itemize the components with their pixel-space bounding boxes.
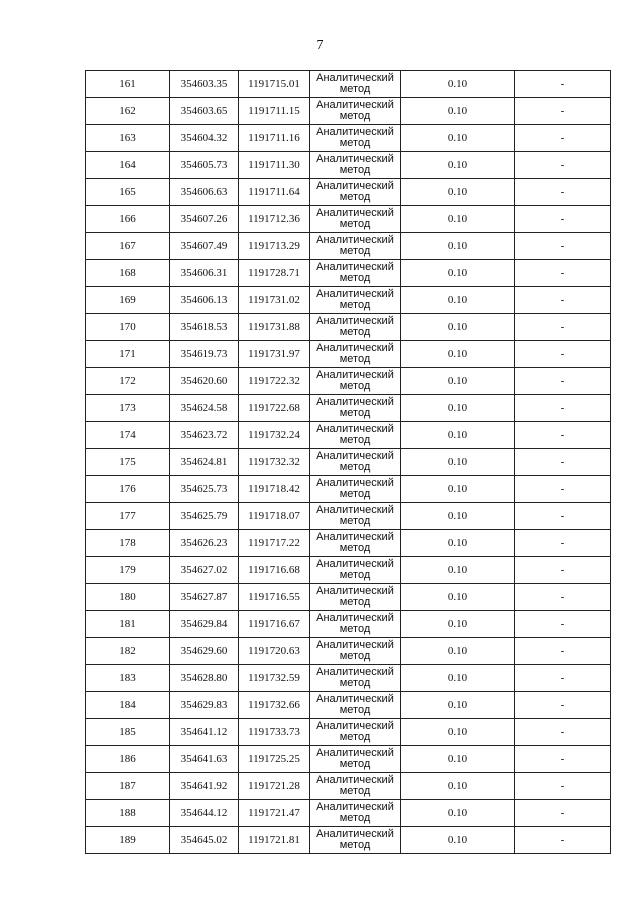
method-label-line2: метод bbox=[339, 812, 371, 824]
x-coordinate-cell: 354618.53 bbox=[170, 314, 239, 341]
method-label-line1: Аналитический bbox=[316, 369, 394, 381]
method-label-line1: Аналитический bbox=[316, 585, 394, 597]
precision-cell: 0.10 bbox=[401, 287, 515, 314]
note-cell: - bbox=[515, 557, 611, 584]
point-number-cell: 167 bbox=[86, 233, 170, 260]
x-coordinate-cell: 354627.87 bbox=[170, 584, 239, 611]
precision-cell: 0.10 bbox=[401, 233, 515, 260]
method-cell bbox=[310, 719, 401, 746]
x-coordinate-cell: 354641.12 bbox=[170, 719, 239, 746]
y-coordinate-cell: 1191731.88 bbox=[239, 314, 310, 341]
point-number-cell: 182 bbox=[86, 638, 170, 665]
method-label-line1: Аналитический bbox=[316, 747, 394, 759]
x-coordinate-cell: 354626.23 bbox=[170, 530, 239, 557]
table-row bbox=[86, 584, 611, 611]
method-cell bbox=[310, 125, 401, 152]
table-row bbox=[86, 368, 611, 395]
x-coordinate-cell: 354620.60 bbox=[170, 368, 239, 395]
point-number-cell: 183 bbox=[86, 665, 170, 692]
method-cell bbox=[310, 827, 401, 854]
x-coordinate-cell: 354629.84 bbox=[170, 611, 239, 638]
method-cell bbox=[310, 422, 401, 449]
method-label-line2: метод bbox=[339, 758, 371, 770]
y-coordinate-cell: 1191711.15 bbox=[239, 98, 310, 125]
method-label-line2: метод bbox=[339, 677, 371, 689]
point-number-cell: 177 bbox=[86, 503, 170, 530]
table-row bbox=[86, 692, 611, 719]
method-cell bbox=[310, 557, 401, 584]
method-label-line2: метод bbox=[339, 83, 371, 95]
y-coordinate-cell: 1191731.02 bbox=[239, 287, 310, 314]
method-label-line1: Аналитический bbox=[316, 99, 394, 111]
method-cell bbox=[310, 98, 401, 125]
y-coordinate-cell: 1191711.64 bbox=[239, 179, 310, 206]
method-label-line2: метод bbox=[339, 785, 371, 797]
x-coordinate-cell: 354606.31 bbox=[170, 260, 239, 287]
precision-cell: 0.10 bbox=[401, 827, 515, 854]
method-label-line2: метод bbox=[339, 326, 371, 338]
point-number-cell: 187 bbox=[86, 773, 170, 800]
precision-cell: 0.10 bbox=[401, 557, 515, 584]
x-coordinate-cell: 354625.79 bbox=[170, 503, 239, 530]
point-number-cell: 174 bbox=[86, 422, 170, 449]
table-row bbox=[86, 638, 611, 665]
method-label-line1: Аналитический bbox=[316, 558, 394, 570]
x-coordinate-cell: 354606.63 bbox=[170, 179, 239, 206]
point-number-cell: 161 bbox=[86, 71, 170, 98]
note-cell: - bbox=[515, 692, 611, 719]
table-row bbox=[86, 125, 611, 152]
table-row bbox=[86, 206, 611, 233]
point-number-cell: 186 bbox=[86, 746, 170, 773]
point-number-cell: 173 bbox=[86, 395, 170, 422]
method-cell bbox=[310, 206, 401, 233]
method-label-line2: метод bbox=[339, 191, 371, 203]
method-cell bbox=[310, 449, 401, 476]
x-coordinate-cell: 354641.63 bbox=[170, 746, 239, 773]
table-row bbox=[86, 341, 611, 368]
y-coordinate-cell: 1191721.47 bbox=[239, 800, 310, 827]
precision-cell: 0.10 bbox=[401, 179, 515, 206]
precision-cell: 0.10 bbox=[401, 260, 515, 287]
table-row bbox=[86, 233, 611, 260]
table-row bbox=[86, 557, 611, 584]
y-coordinate-cell: 1191716.67 bbox=[239, 611, 310, 638]
note-cell: - bbox=[515, 341, 611, 368]
method-cell bbox=[310, 287, 401, 314]
note-cell: - bbox=[515, 368, 611, 395]
y-coordinate-cell: 1191732.24 bbox=[239, 422, 310, 449]
method-label-line1: Аналитический bbox=[316, 531, 394, 543]
method-label-line1: Аналитический bbox=[316, 504, 394, 516]
table-row bbox=[86, 827, 611, 854]
precision-cell: 0.10 bbox=[401, 98, 515, 125]
x-coordinate-cell: 354607.49 bbox=[170, 233, 239, 260]
note-cell: - bbox=[515, 287, 611, 314]
method-cell bbox=[310, 773, 401, 800]
method-cell bbox=[310, 800, 401, 827]
method-label-line2: метод bbox=[339, 272, 371, 284]
point-number-cell: 172 bbox=[86, 368, 170, 395]
method-label-line2: метод bbox=[339, 218, 371, 230]
x-coordinate-cell: 354607.26 bbox=[170, 206, 239, 233]
table-row bbox=[86, 71, 611, 98]
point-number-cell: 185 bbox=[86, 719, 170, 746]
method-label-line2: метод bbox=[339, 110, 371, 122]
method-label-line2: метод bbox=[339, 569, 371, 581]
method-label-line2: метод bbox=[339, 164, 371, 176]
point-number-cell: 189 bbox=[86, 827, 170, 854]
method-label-line2: метод bbox=[339, 407, 371, 419]
y-coordinate-cell: 1191716.68 bbox=[239, 557, 310, 584]
method-label-line1: Аналитический bbox=[316, 288, 394, 300]
method-label-line1: Аналитический bbox=[316, 828, 394, 840]
precision-cell: 0.10 bbox=[401, 449, 515, 476]
note-cell: - bbox=[515, 125, 611, 152]
x-coordinate-cell: 354623.72 bbox=[170, 422, 239, 449]
y-coordinate-cell: 1191713.29 bbox=[239, 233, 310, 260]
method-label-line1: Аналитический bbox=[316, 666, 394, 678]
table-row bbox=[86, 476, 611, 503]
table-row bbox=[86, 530, 611, 557]
x-coordinate-cell: 354624.58 bbox=[170, 395, 239, 422]
note-cell: - bbox=[515, 71, 611, 98]
precision-cell: 0.10 bbox=[401, 773, 515, 800]
y-coordinate-cell: 1191717.22 bbox=[239, 530, 310, 557]
precision-cell: 0.10 bbox=[401, 422, 515, 449]
y-coordinate-cell: 1191721.28 bbox=[239, 773, 310, 800]
point-number-cell: 171 bbox=[86, 341, 170, 368]
page-number: 7 bbox=[316, 38, 324, 53]
method-cell bbox=[310, 314, 401, 341]
x-coordinate-cell: 354604.32 bbox=[170, 125, 239, 152]
method-cell bbox=[310, 368, 401, 395]
y-coordinate-cell: 1191722.68 bbox=[239, 395, 310, 422]
method-label-line2: метод bbox=[339, 623, 371, 635]
method-cell bbox=[310, 233, 401, 260]
point-number-cell: 188 bbox=[86, 800, 170, 827]
table-row bbox=[86, 422, 611, 449]
x-coordinate-cell: 354645.02 bbox=[170, 827, 239, 854]
point-number-cell: 184 bbox=[86, 692, 170, 719]
method-label-line2: метод bbox=[339, 137, 371, 149]
point-number-cell: 179 bbox=[86, 557, 170, 584]
table-row bbox=[86, 449, 611, 476]
point-number-cell: 163 bbox=[86, 125, 170, 152]
note-cell: - bbox=[515, 638, 611, 665]
precision-cell: 0.10 bbox=[401, 152, 515, 179]
point-number-cell: 162 bbox=[86, 98, 170, 125]
method-label-line1: Аналитический bbox=[316, 342, 394, 354]
x-coordinate-cell: 354641.92 bbox=[170, 773, 239, 800]
point-number-cell: 169 bbox=[86, 287, 170, 314]
note-cell: - bbox=[515, 206, 611, 233]
note-cell: - bbox=[515, 98, 611, 125]
x-coordinate-cell: 354628.80 bbox=[170, 665, 239, 692]
x-coordinate-cell: 354619.73 bbox=[170, 341, 239, 368]
note-cell: - bbox=[515, 719, 611, 746]
method-cell bbox=[310, 584, 401, 611]
method-cell bbox=[310, 395, 401, 422]
precision-cell: 0.10 bbox=[401, 71, 515, 98]
y-coordinate-cell: 1191718.07 bbox=[239, 503, 310, 530]
method-label-line1: Аналитический bbox=[316, 450, 394, 462]
table-row bbox=[86, 773, 611, 800]
precision-cell: 0.10 bbox=[401, 206, 515, 233]
method-label-line1: Аналитический bbox=[316, 477, 394, 489]
point-number-cell: 180 bbox=[86, 584, 170, 611]
table-row bbox=[86, 800, 611, 827]
point-number-cell: 170 bbox=[86, 314, 170, 341]
table-row bbox=[86, 395, 611, 422]
method-label-line2: метод bbox=[339, 704, 371, 716]
method-cell bbox=[310, 692, 401, 719]
method-cell bbox=[310, 152, 401, 179]
y-coordinate-cell: 1191712.36 bbox=[239, 206, 310, 233]
note-cell: - bbox=[515, 152, 611, 179]
method-label-line1: Аналитический bbox=[316, 774, 394, 786]
x-coordinate-cell: 354603.35 bbox=[170, 71, 239, 98]
y-coordinate-cell: 1191715.01 bbox=[239, 71, 310, 98]
method-label-line1: Аналитический bbox=[316, 396, 394, 408]
precision-cell: 0.10 bbox=[401, 746, 515, 773]
method-cell bbox=[310, 665, 401, 692]
method-cell bbox=[310, 260, 401, 287]
precision-cell: 0.10 bbox=[401, 125, 515, 152]
note-cell: - bbox=[515, 260, 611, 287]
method-cell bbox=[310, 179, 401, 206]
method-label-line2: метод bbox=[339, 299, 371, 311]
table-row bbox=[86, 665, 611, 692]
note-cell: - bbox=[515, 584, 611, 611]
y-coordinate-cell: 1191720.63 bbox=[239, 638, 310, 665]
precision-cell: 0.10 bbox=[401, 719, 515, 746]
precision-cell: 0.10 bbox=[401, 395, 515, 422]
method-label-line2: метод bbox=[339, 434, 371, 446]
x-coordinate-cell: 354606.13 bbox=[170, 287, 239, 314]
table-row bbox=[86, 260, 611, 287]
note-cell: - bbox=[515, 530, 611, 557]
y-coordinate-cell: 1191711.30 bbox=[239, 152, 310, 179]
note-cell: - bbox=[515, 233, 611, 260]
method-label-line1: Аналитический bbox=[316, 693, 394, 705]
x-coordinate-cell: 354627.02 bbox=[170, 557, 239, 584]
method-label-line1: Аналитический bbox=[316, 720, 394, 732]
point-number-cell: 181 bbox=[86, 611, 170, 638]
note-cell: - bbox=[515, 422, 611, 449]
method-label-line1: Аналитический bbox=[316, 153, 394, 165]
precision-cell: 0.10 bbox=[401, 368, 515, 395]
method-label-line1: Аналитический bbox=[316, 207, 394, 219]
note-cell: - bbox=[515, 314, 611, 341]
y-coordinate-cell: 1191732.32 bbox=[239, 449, 310, 476]
precision-cell: 0.10 bbox=[401, 314, 515, 341]
method-label-line2: метод bbox=[339, 731, 371, 743]
method-label-line1: Аналитический bbox=[316, 639, 394, 651]
method-label-line1: Аналитический bbox=[316, 180, 394, 192]
x-coordinate-cell: 354625.73 bbox=[170, 476, 239, 503]
y-coordinate-cell: 1191731.97 bbox=[239, 341, 310, 368]
method-label-line2: метод bbox=[339, 461, 371, 473]
y-coordinate-cell: 1191732.66 bbox=[239, 692, 310, 719]
y-coordinate-cell: 1191722.32 bbox=[239, 368, 310, 395]
precision-cell: 0.10 bbox=[401, 341, 515, 368]
x-coordinate-cell: 354603.65 bbox=[170, 98, 239, 125]
note-cell: - bbox=[515, 773, 611, 800]
method-label-line1: Аналитический bbox=[316, 612, 394, 624]
note-cell: - bbox=[515, 395, 611, 422]
table-row bbox=[86, 746, 611, 773]
y-coordinate-cell: 1191716.55 bbox=[239, 584, 310, 611]
method-cell bbox=[310, 638, 401, 665]
table-row bbox=[86, 611, 611, 638]
y-coordinate-cell: 1191728.71 bbox=[239, 260, 310, 287]
coordinates-table-body bbox=[86, 71, 611, 854]
note-cell: - bbox=[515, 449, 611, 476]
method-label-line1: Аналитический bbox=[316, 261, 394, 273]
x-coordinate-cell: 354629.60 bbox=[170, 638, 239, 665]
method-cell bbox=[310, 341, 401, 368]
point-number-cell: 168 bbox=[86, 260, 170, 287]
precision-cell: 0.10 bbox=[401, 800, 515, 827]
table-row bbox=[86, 503, 611, 530]
precision-cell: 0.10 bbox=[401, 476, 515, 503]
method-label-line2: метод bbox=[339, 542, 371, 554]
precision-cell: 0.10 bbox=[401, 638, 515, 665]
point-number-cell: 166 bbox=[86, 206, 170, 233]
note-cell: - bbox=[515, 611, 611, 638]
method-cell bbox=[310, 746, 401, 773]
note-cell: - bbox=[515, 179, 611, 206]
note-cell: - bbox=[515, 827, 611, 854]
method-label-line2: метод bbox=[339, 515, 371, 527]
y-coordinate-cell: 1191732.59 bbox=[239, 665, 310, 692]
y-coordinate-cell: 1191721.81 bbox=[239, 827, 310, 854]
y-coordinate-cell: 1191711.16 bbox=[239, 125, 310, 152]
table-row bbox=[86, 314, 611, 341]
x-coordinate-cell: 354624.81 bbox=[170, 449, 239, 476]
note-cell: - bbox=[515, 503, 611, 530]
method-label-line1: Аналитический bbox=[316, 234, 394, 246]
precision-cell: 0.10 bbox=[401, 584, 515, 611]
x-coordinate-cell: 354605.73 bbox=[170, 152, 239, 179]
method-cell bbox=[310, 503, 401, 530]
method-cell bbox=[310, 476, 401, 503]
precision-cell: 0.10 bbox=[401, 692, 515, 719]
method-label-line1: Аналитический bbox=[316, 72, 394, 84]
point-number-cell: 164 bbox=[86, 152, 170, 179]
y-coordinate-cell: 1191718.42 bbox=[239, 476, 310, 503]
method-label-line2: метод bbox=[339, 650, 371, 662]
note-cell: - bbox=[515, 665, 611, 692]
coordinates-table bbox=[85, 70, 611, 854]
method-label-line2: метод bbox=[339, 839, 371, 851]
point-number-cell: 178 bbox=[86, 530, 170, 557]
method-label-line1: Аналитический bbox=[316, 801, 394, 813]
note-cell: - bbox=[515, 476, 611, 503]
precision-cell: 0.10 bbox=[401, 530, 515, 557]
table-row bbox=[86, 152, 611, 179]
method-cell bbox=[310, 71, 401, 98]
table-row bbox=[86, 98, 611, 125]
x-coordinate-cell: 354644.12 bbox=[170, 800, 239, 827]
precision-cell: 0.10 bbox=[401, 665, 515, 692]
precision-cell: 0.10 bbox=[401, 611, 515, 638]
point-number-cell: 175 bbox=[86, 449, 170, 476]
point-number-cell: 165 bbox=[86, 179, 170, 206]
y-coordinate-cell: 1191733.73 bbox=[239, 719, 310, 746]
method-label-line2: метод bbox=[339, 245, 371, 257]
point-number-cell: 176 bbox=[86, 476, 170, 503]
method-label-line2: метод bbox=[339, 596, 371, 608]
method-label-line2: метод bbox=[339, 380, 371, 392]
table-row bbox=[86, 179, 611, 206]
note-cell: - bbox=[515, 746, 611, 773]
method-label-line1: Аналитический bbox=[316, 423, 394, 435]
note-cell: - bbox=[515, 800, 611, 827]
method-label-line1: Аналитический bbox=[316, 315, 394, 327]
table-row bbox=[86, 719, 611, 746]
method-label-line2: метод bbox=[339, 488, 371, 500]
precision-cell: 0.10 bbox=[401, 503, 515, 530]
method-cell bbox=[310, 530, 401, 557]
method-label-line1: Аналитический bbox=[316, 126, 394, 138]
method-label-line2: метод bbox=[339, 353, 371, 365]
x-coordinate-cell: 354629.83 bbox=[170, 692, 239, 719]
method-cell bbox=[310, 611, 401, 638]
y-coordinate-cell: 1191725.25 bbox=[239, 746, 310, 773]
table-row bbox=[86, 287, 611, 314]
